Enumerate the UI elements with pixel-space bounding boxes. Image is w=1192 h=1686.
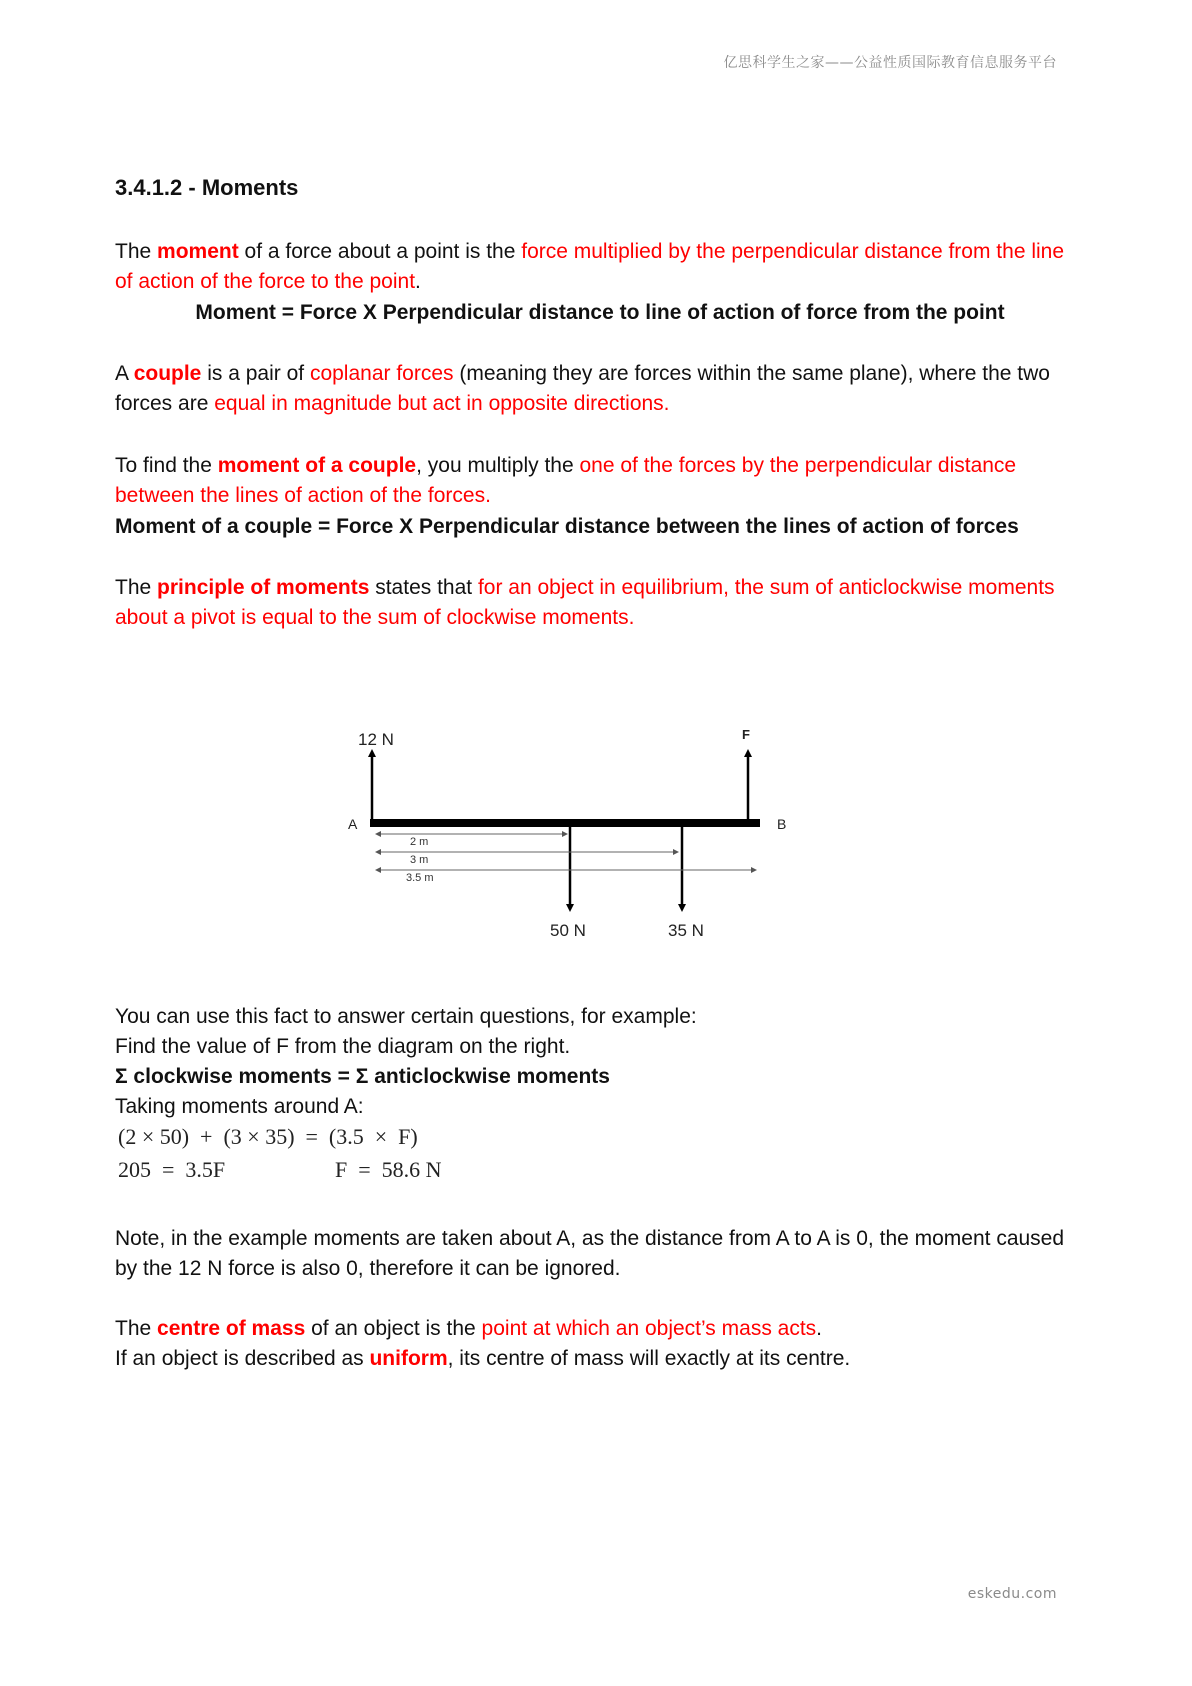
term-principle-of-moments: principle of moments <box>157 576 370 599</box>
equal-opposite-text: equal in magnitude but act in opposite directions. <box>214 392 670 415</box>
moment-couple-definition <box>115 451 1085 511</box>
text: of an object is the <box>305 1317 482 1340</box>
label-35n: 35 N <box>668 921 704 940</box>
equation-line-1: (2 × 50) + (3 × 35) = (3.5 × F) <box>118 1124 418 1149</box>
moment-couple-definition-text: one of the forces by the perpendicular distance between the lines of action of the forces. <box>115 454 1017 507</box>
text: A <box>115 362 134 385</box>
site-header-text: 亿思科学生之家——公益性质国际教育信息服务平台 <box>723 55 1057 71</box>
label-a: A <box>348 816 358 832</box>
moment-couple-formula: Moment of a couple = Force X Perpendicular distance between the lines of action of forces <box>115 515 1019 538</box>
text: is a pair of <box>201 362 310 385</box>
label-2m: 2 m <box>410 836 429 848</box>
text: states that <box>369 576 478 599</box>
text: of a force about a point is the <box>238 240 522 263</box>
moment-definition <box>115 237 1085 297</box>
centre-of-mass-definition-text: point at which an object’s mass acts <box>481 1317 817 1340</box>
term-centre-of-mass: centre of mass <box>157 1317 306 1340</box>
text: . <box>816 1317 823 1340</box>
term-uniform: uniform <box>369 1347 448 1370</box>
principle-of-moments <box>115 573 1085 633</box>
label-12n: 12 N <box>358 730 394 749</box>
label-f: F <box>742 727 750 742</box>
site-footer-url: eskedu.com <box>967 1586 1057 1602</box>
example-intro: You can use this fact to answer certain questions, for example: <box>115 1005 697 1028</box>
label-50n: 50 N <box>550 921 586 940</box>
label-b: B <box>777 816 787 832</box>
couple-definition <box>115 359 1085 419</box>
beam <box>370 819 760 827</box>
label-3-5m: 3.5 m <box>406 872 434 884</box>
term-moment: moment <box>157 240 239 263</box>
text: , you multiply the <box>416 454 580 477</box>
principle-definition-text: for an object in equilibrium, the sum of anticlockwise moments about a pivot is equal to the sum of clockwise moments. <box>115 576 1055 629</box>
text: To find the <box>115 454 218 477</box>
text: The <box>115 576 158 599</box>
note-paragraph: Note, in the example moments are taken about A, as the distance from A to A is 0, the moment caused by the 12 N force is also 0, therefore it can be ignored. <box>115 1227 1065 1280</box>
equation-line-2b: F = 58.6 N <box>335 1157 442 1182</box>
text: (meaning they are forces within the same plane), where the two forces are <box>115 362 1050 415</box>
term-couple: couple <box>133 362 202 385</box>
text: . <box>415 270 421 293</box>
section-title: 3.4.1.2 - Moments <box>115 175 299 200</box>
coplanar-forces-text: coplanar forces <box>309 362 454 385</box>
text: , its centre of mass will exactly at its centre. <box>447 1347 851 1370</box>
moment-formula: Moment = Force X Perpendicular distance to line of action of force from the point <box>195 301 1005 324</box>
example-question: Find the value of F from the diagram on the right. <box>115 1035 571 1058</box>
moments-diagram <box>330 705 810 950</box>
moments-rule: Σ clockwise moments = Σ anticlockwise moments <box>115 1065 610 1088</box>
text: If an object is described as <box>115 1347 370 1370</box>
uniform-definition <box>115 1344 1085 1374</box>
label-3m: 3 m <box>410 854 429 866</box>
text: The <box>115 240 158 263</box>
text: The <box>115 1317 158 1340</box>
equation-line-2a: 205 = 3.5F <box>118 1157 226 1182</box>
term-moment-of-couple: moment of a couple <box>217 454 417 477</box>
moment-definition-text: force multiplied by the perpendicular distance from the line of action of the force to the point <box>115 240 1065 293</box>
centre-of-mass-definition <box>115 1314 1085 1344</box>
taking-moments-text: Taking moments around A: <box>115 1095 364 1118</box>
